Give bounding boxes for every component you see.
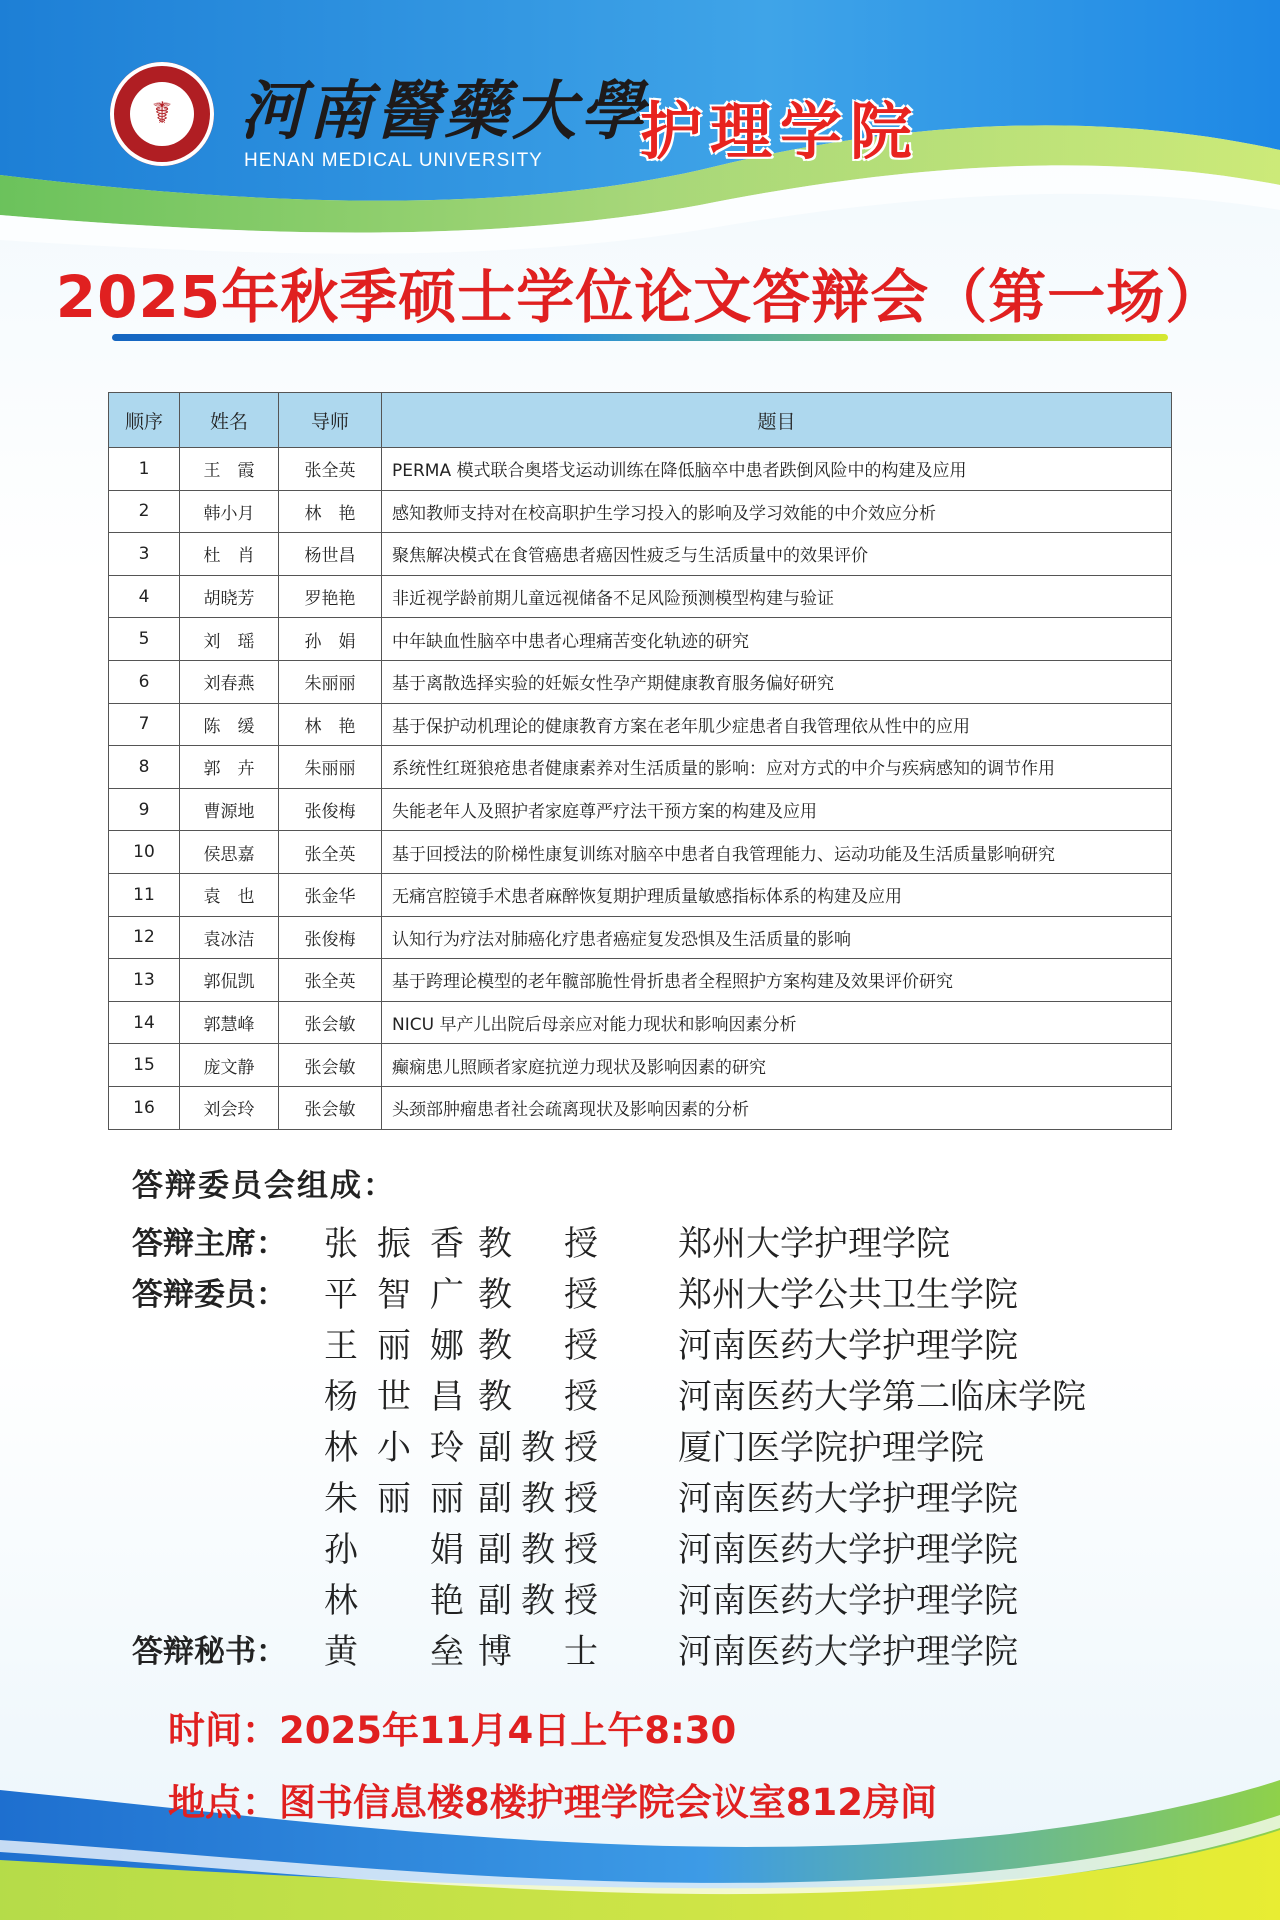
table-row (109, 916, 1172, 959)
title-underline (112, 334, 1168, 341)
table-body (109, 448, 1172, 1130)
defense-time: 时间：2025年11月4日上午8:30 (168, 1709, 737, 1752)
committee-heading: 答辩委员会组成： (132, 1168, 396, 1204)
row-advisor: 张俊梅 (279, 916, 382, 959)
row-advisor: 张会敏 (279, 1044, 382, 1087)
logo-emblem-icon: ☤ (130, 82, 194, 146)
member-name: 林艳 (324, 1581, 464, 1621)
row-topic: 头颈部肿瘤患者社会疏离现状及影响因素的分析 (382, 1086, 1172, 1129)
table-row (109, 873, 1172, 916)
row-order: 10 (109, 831, 180, 874)
defense-place: 地点：图书信息楼8楼护理学院会议室812房间 (168, 1781, 937, 1824)
row-advisor: 朱丽丽 (279, 660, 382, 703)
member-name: 朱丽丽 (324, 1479, 464, 1519)
row-order: 7 (109, 703, 180, 746)
row-topic: 基于离散选择实验的妊娠女性孕产期健康教育服务偏好研究 (382, 660, 1172, 703)
row-order: 13 (109, 959, 180, 1002)
row-advisor: 林 艳 (279, 490, 382, 533)
member-role: 答辩秘书： (132, 1634, 287, 1670)
member-name: 张振香 (324, 1224, 464, 1264)
row-order: 6 (109, 660, 180, 703)
row-advisor: 张会敏 (279, 1001, 382, 1044)
row-student-name: 袁冰洁 (180, 916, 279, 959)
member-name: 平智广 (324, 1275, 464, 1315)
committee-member (132, 1525, 1172, 1576)
row-topic: 认知行为疗法对肺癌化疗患者癌症复发恐惧及生活质量的影响 (382, 916, 1172, 959)
table-row (109, 831, 1172, 874)
row-student-name: 曹源地 (180, 788, 279, 831)
row-advisor: 孙 娟 (279, 618, 382, 661)
table-row (109, 1001, 1172, 1044)
row-advisor: 张金华 (279, 873, 382, 916)
row-student-name: 庞文静 (180, 1044, 279, 1087)
member-organization: 河南医药大学护理学院 (678, 1479, 1018, 1519)
row-topic: 基于保护动机理论的健康教育方案在老年肌少症患者自我管理依从性中的应用 (382, 703, 1172, 746)
table-row (109, 1044, 1172, 1087)
table-row (109, 660, 1172, 703)
member-title: 教授 (478, 1224, 598, 1264)
row-order: 1 (109, 448, 180, 491)
member-organization: 河南医药大学护理学院 (678, 1530, 1018, 1570)
row-advisor: 张俊梅 (279, 788, 382, 831)
row-topic: 基于跨理论模型的老年髋部脆性骨折患者全程照护方案构建及效果评价研究 (382, 959, 1172, 1002)
row-advisor: 杨世昌 (279, 533, 382, 576)
row-topic: PERMA 模式联合奥塔戈运动训练在降低脑卒中患者跌倒风险中的构建及应用 (382, 448, 1172, 491)
university-name: 河南醫藥大學 (240, 74, 648, 149)
poster-header (0, 0, 1280, 230)
header-name: 姓名 (180, 393, 279, 448)
college-name: 护理学院 (640, 95, 921, 168)
row-topic: 无痛宫腔镜手术患者麻醉恢复期护理质量敏感指标体系的构建及应用 (382, 873, 1172, 916)
member-organization: 河南医药大学第二临床学院 (678, 1377, 1086, 1417)
row-advisor: 张全英 (279, 448, 382, 491)
row-topic: 中年缺血性脑卒中患者心理痛苦变化轨迹的研究 (382, 618, 1172, 661)
row-order: 2 (109, 490, 180, 533)
row-order: 5 (109, 618, 180, 661)
member-title: 副教授 (478, 1428, 598, 1468)
row-advisor: 张全英 (279, 959, 382, 1002)
university-name-en: HENAN MEDICAL UNIVERSITY (244, 150, 543, 171)
member-title: 副教授 (478, 1479, 598, 1519)
member-role: 答辩主席： (132, 1226, 287, 1262)
table-row (109, 788, 1172, 831)
member-organization: 河南医药大学护理学院 (678, 1326, 1018, 1366)
row-student-name: 郭侃凯 (180, 959, 279, 1002)
row-order: 16 (109, 1086, 180, 1129)
table-row (109, 575, 1172, 618)
member-name: 孙娟 (324, 1530, 464, 1570)
row-student-name: 袁 也 (180, 873, 279, 916)
row-student-name: 刘春燕 (180, 660, 279, 703)
row-topic: 系统性红斑狼疮患者健康素养对生活质量的影响：应对方式的中介与疾病感知的调节作用 (382, 746, 1172, 789)
row-student-name: 侯思嘉 (180, 831, 279, 874)
row-student-name: 王 霞 (180, 448, 279, 491)
row-topic: 感知教师支持对在校高职护生学习投入的影响及学习效能的中介效应分析 (382, 490, 1172, 533)
poster-title: 2025年秋季硕士学位论文答辩会（第一场） (55, 263, 1225, 331)
member-organization: 厦门医学院护理学院 (678, 1428, 984, 1468)
university-logo (110, 62, 214, 166)
table-row (109, 746, 1172, 789)
committee-list (132, 1219, 1172, 1678)
table-header-row (109, 393, 1172, 448)
committee-member (132, 1270, 1172, 1321)
committee-member (132, 1576, 1172, 1627)
row-student-name: 郭 卉 (180, 746, 279, 789)
row-advisor: 张会敏 (279, 1086, 382, 1129)
thesis-table (108, 392, 1172, 1130)
member-title: 博士 (478, 1632, 598, 1672)
row-order: 11 (109, 873, 180, 916)
row-student-name: 刘 瑶 (180, 618, 279, 661)
committee-section (132, 1160, 1172, 1678)
row-student-name: 陈 缓 (180, 703, 279, 746)
table-row (109, 448, 1172, 491)
member-organization: 河南医药大学护理学院 (678, 1632, 1018, 1672)
row-advisor: 张全英 (279, 831, 382, 874)
row-advisor: 罗艳艳 (279, 575, 382, 618)
row-order: 9 (109, 788, 180, 831)
row-order: 12 (109, 916, 180, 959)
header-advisor: 导师 (279, 393, 382, 448)
committee-member (132, 1627, 1172, 1678)
member-role: 答辩委员： (132, 1277, 287, 1313)
row-advisor: 林 艳 (279, 703, 382, 746)
member-title: 副教授 (478, 1530, 598, 1570)
member-title: 教授 (478, 1377, 598, 1417)
header-order: 顺序 (109, 393, 180, 448)
member-name: 黄垒 (324, 1632, 464, 1672)
row-advisor: 朱丽丽 (279, 746, 382, 789)
member-organization: 河南医药大学护理学院 (678, 1581, 1018, 1621)
committee-member (132, 1219, 1172, 1270)
table-row (109, 618, 1172, 661)
table-row (109, 1086, 1172, 1129)
committee-member (132, 1321, 1172, 1372)
row-order: 4 (109, 575, 180, 618)
member-title: 教授 (478, 1275, 598, 1315)
member-name: 林小玲 (324, 1428, 464, 1468)
row-order: 3 (109, 533, 180, 576)
header-topic: 题目 (382, 393, 1172, 448)
table-row (109, 703, 1172, 746)
table-row (109, 533, 1172, 576)
row-topic: 癫痫患儿照顾者家庭抗逆力现状及影响因素的研究 (382, 1044, 1172, 1087)
row-student-name: 韩小月 (180, 490, 279, 533)
member-name: 杨世昌 (324, 1377, 464, 1417)
row-topic: 基于回授法的阶梯性康复训练对脑卒中患者自我管理能力、运动功能及生活质量影响研究 (382, 831, 1172, 874)
row-student-name: 胡晓芳 (180, 575, 279, 618)
row-topic: 失能老年人及照护者家庭尊严疗法干预方案的构建及应用 (382, 788, 1172, 831)
row-order: 15 (109, 1044, 180, 1087)
row-student-name: 郭慧峰 (180, 1001, 279, 1044)
member-organization: 郑州大学公共卫生学院 (678, 1275, 1018, 1315)
member-name: 王丽娜 (324, 1326, 464, 1366)
row-topic: 聚焦解决模式在食管癌患者癌因性疲乏与生活质量中的效果评价 (382, 533, 1172, 576)
table-row (109, 490, 1172, 533)
committee-member (132, 1423, 1172, 1474)
member-organization: 郑州大学护理学院 (678, 1224, 950, 1264)
row-student-name: 杜 肖 (180, 533, 279, 576)
row-order: 14 (109, 1001, 180, 1044)
row-topic: 非近视学龄前期儿童远视储备不足风险预测模型构建与验证 (382, 575, 1172, 618)
member-title: 副教授 (478, 1581, 598, 1621)
row-topic: NICU 早产儿出院后母亲应对能力现状和影响因素分析 (382, 1001, 1172, 1044)
row-order: 8 (109, 746, 180, 789)
member-title: 教授 (478, 1326, 598, 1366)
committee-member (132, 1372, 1172, 1423)
row-student-name: 刘会玲 (180, 1086, 279, 1129)
table-row (109, 959, 1172, 1002)
committee-member (132, 1474, 1172, 1525)
